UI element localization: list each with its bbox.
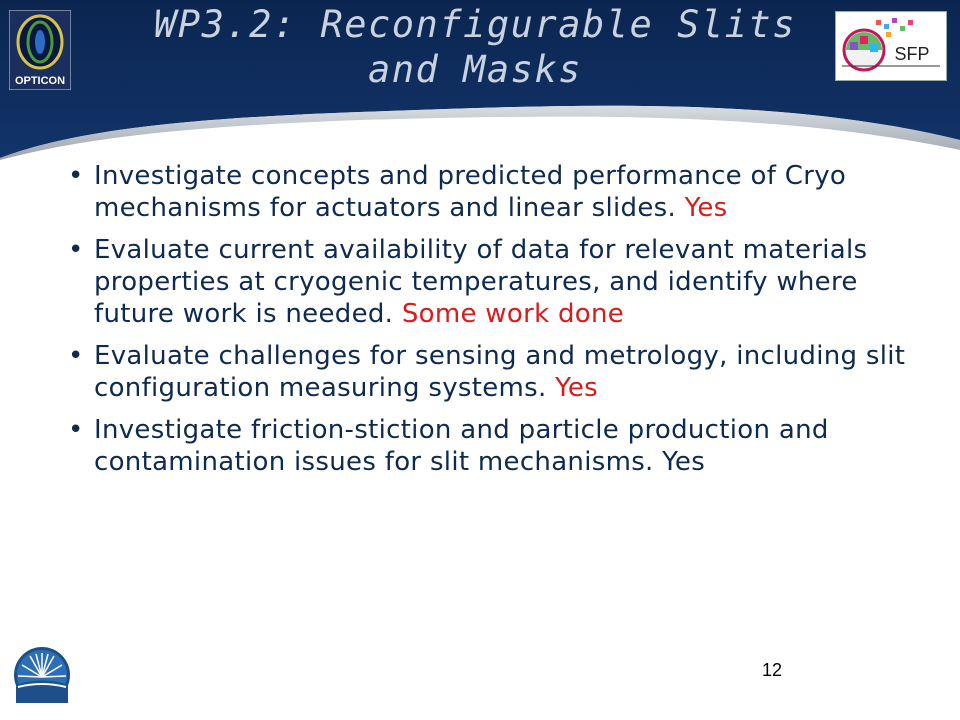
bullet-marker: • <box>68 415 84 445</box>
opticon-logo <box>9 10 71 90</box>
sfp-logo <box>835 11 947 81</box>
sfp-logo-text: SFP <box>894 44 930 64</box>
starburst-logo <box>12 645 72 705</box>
bullet-text: Investigate friction-stiction and particle production and contamination issues for slit mechanisms. Yes <box>94 415 829 477</box>
bullet-status: Yes <box>555 373 599 403</box>
bullet-status: Yes <box>684 193 728 223</box>
bullet-text: Investigate concepts and predicted performance of Cryo mechanisms for actuators and linear slides. <box>94 161 847 223</box>
bullet-marker: • <box>68 161 84 191</box>
bullet-text: Evaluate current availability of data for relevant materials properties at cryogenic temperatures, and identify where future work is needed. <box>94 235 868 329</box>
opticon-logo-text: OPTICON <box>14 75 66 87</box>
bullet-status: Some work done <box>401 299 625 329</box>
bullet-item-2 <box>62 234 922 330</box>
bullet-list <box>62 160 922 488</box>
bullet-marker: • <box>68 341 84 371</box>
bullet-text: Evaluate challenges for sensing and metrology, including slit configuration measuring systems. <box>94 341 906 403</box>
slide-title: WP3.2: Reconfigurable Slits and Masks <box>154 3 796 91</box>
bullet-item-1 <box>62 160 922 224</box>
bullet-item-3 <box>62 340 922 404</box>
bullet-item-4 <box>62 414 922 478</box>
page-number: 12 <box>762 660 783 680</box>
bullet-marker: • <box>68 235 84 265</box>
